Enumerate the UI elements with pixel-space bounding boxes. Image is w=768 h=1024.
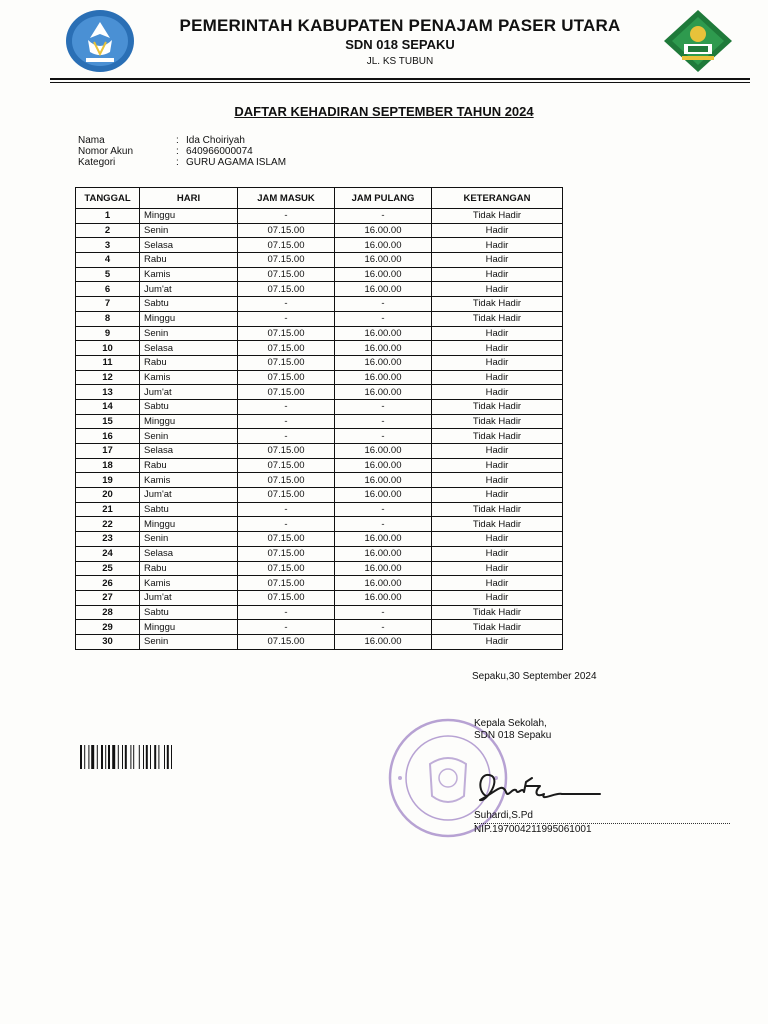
column-header-jam-masuk: JAM MASUK: [238, 188, 335, 209]
cell-jam-masuk: 07.15.00: [238, 634, 335, 649]
document-title: DAFTAR KEHADIRAN SEPTEMBER TAHUN 2024: [234, 104, 534, 119]
place-date: Sepaku,30 September 2024: [472, 671, 597, 682]
table-row: [76, 311, 563, 326]
cell-tanggal: 5: [76, 267, 140, 282]
cell-jam-pulang: -: [335, 311, 432, 326]
barcode-bar: [122, 745, 123, 769]
cell-tanggal: 18: [76, 458, 140, 473]
cell-tanggal: 4: [76, 253, 140, 268]
identity-label: Nama: [78, 135, 105, 146]
table-row: [76, 488, 563, 503]
cell-tanggal: 10: [76, 341, 140, 356]
cell-jam-masuk: 07.15.00: [238, 546, 335, 561]
barcode-bar: [108, 745, 110, 769]
cell-hari: Minggu: [140, 209, 238, 224]
cell-tanggal: 22: [76, 517, 140, 532]
table-row: [76, 620, 563, 635]
table-row: [76, 238, 563, 253]
tut-wuri-handayani-logo-icon: [64, 8, 136, 74]
cell-jam-pulang: 16.00.00: [335, 223, 432, 238]
cell-jam-masuk: 07.15.00: [238, 444, 335, 459]
cell-tanggal: 27: [76, 590, 140, 605]
signature-block: [474, 718, 551, 742]
signer-nip: NIP.197004211995061001: [474, 824, 592, 835]
header-rule-thin: [50, 82, 750, 83]
cell-tanggal: 28: [76, 605, 140, 620]
cell-keterangan: Tidak Hadir: [432, 399, 563, 414]
cell-jam-masuk: 07.15.00: [238, 458, 335, 473]
identity-value: GURU AGAMA ISLAM: [186, 157, 287, 168]
cell-jam-pulang: -: [335, 605, 432, 620]
table-row: [76, 326, 563, 341]
barcode-bar: [167, 745, 169, 769]
cell-keterangan: Hadir: [432, 473, 563, 488]
cell-jam-pulang: -: [335, 209, 432, 224]
cell-keterangan: Tidak Hadir: [432, 297, 563, 312]
table-row: [76, 444, 563, 459]
cell-tanggal: 11: [76, 355, 140, 370]
identity-row: [78, 135, 286, 146]
attendance-table: [75, 187, 563, 650]
cell-keterangan: Hadir: [432, 590, 563, 605]
cell-tanggal: 7: [76, 297, 140, 312]
cell-hari: Jum'at: [140, 282, 238, 297]
cell-jam-pulang: -: [335, 297, 432, 312]
government-name: PEMERINTAH KABUPATEN PENAJAM PASER UTARA: [179, 16, 621, 35]
cell-jam-pulang: 16.00.00: [335, 238, 432, 253]
cell-keterangan: Tidak Hadir: [432, 414, 563, 429]
table-row: [76, 532, 563, 547]
cell-hari: Kamis: [140, 576, 238, 591]
cell-tanggal: 20: [76, 488, 140, 503]
cell-hari: Kamis: [140, 473, 238, 488]
cell-tanggal: 26: [76, 576, 140, 591]
cell-jam-masuk: 07.15.00: [238, 355, 335, 370]
cell-jam-pulang: -: [335, 620, 432, 635]
cell-tanggal: 30: [76, 634, 140, 649]
cell-jam-pulang: 16.00.00: [335, 282, 432, 297]
cell-jam-masuk: -: [238, 605, 335, 620]
signer-school: SDN 018 Sepaku: [474, 730, 552, 741]
cell-keterangan: Hadir: [432, 546, 563, 561]
barcode-bar: [80, 745, 82, 769]
table-row: [76, 458, 563, 473]
cell-hari: Selasa: [140, 444, 238, 459]
cell-hari: Rabu: [140, 253, 238, 268]
barcode-bar: [171, 745, 172, 769]
cell-jam-masuk: -: [238, 399, 335, 414]
cell-keterangan: Hadir: [432, 444, 563, 459]
cell-jam-masuk: 07.15.00: [238, 532, 335, 547]
barcode-bar: [91, 745, 94, 769]
identity-value: 640966000074: [186, 146, 253, 157]
cell-hari: Senin: [140, 429, 238, 444]
cell-hari: Senin: [140, 532, 238, 547]
cell-keterangan: Hadir: [432, 253, 563, 268]
barcode-bar: [139, 745, 140, 769]
cell-jam-masuk: -: [238, 297, 335, 312]
cell-tanggal: 15: [76, 414, 140, 429]
cell-hari: Minggu: [140, 620, 238, 635]
identity-block: [78, 135, 286, 168]
table-row: [76, 341, 563, 356]
cell-tanggal: 19: [76, 473, 140, 488]
cell-jam-pulang: 16.00.00: [335, 355, 432, 370]
column-header-keterangan: KETERANGAN: [432, 188, 563, 209]
cell-tanggal: 25: [76, 561, 140, 576]
barcode-bar: [101, 745, 103, 769]
table-row: [76, 605, 563, 620]
cell-tanggal: 23: [76, 532, 140, 547]
cell-hari: Sabtu: [140, 502, 238, 517]
cell-jam-masuk: 07.15.00: [238, 238, 335, 253]
header-rule-thick: [50, 78, 750, 80]
school-address: JL. KS TUBUN: [366, 56, 434, 67]
barcode-bar: [130, 745, 131, 769]
cell-keterangan: Hadir: [432, 370, 563, 385]
kemenag-logo-icon: [662, 8, 734, 74]
cell-jam-pulang: 16.00.00: [335, 473, 432, 488]
cell-keterangan: Hadir: [432, 355, 563, 370]
cell-jam-masuk: -: [238, 311, 335, 326]
barcode-bar: [125, 745, 127, 769]
table-row: [76, 561, 563, 576]
column-header-tanggal: TANGGAL: [76, 188, 140, 209]
cell-hari: Sabtu: [140, 399, 238, 414]
cell-tanggal: 14: [76, 399, 140, 414]
table-row: [76, 253, 563, 268]
cell-jam-pulang: 16.00.00: [335, 488, 432, 503]
cell-jam-pulang: -: [335, 399, 432, 414]
cell-hari: Rabu: [140, 561, 238, 576]
table-row: [76, 546, 563, 561]
identity-separator: :: [176, 135, 179, 146]
cell-jam-masuk: 07.15.00: [238, 561, 335, 576]
cell-keterangan: Tidak Hadir: [432, 429, 563, 444]
cell-jam-masuk: 07.15.00: [238, 385, 335, 400]
cell-jam-masuk: 07.15.00: [238, 473, 335, 488]
cell-jam-pulang: 16.00.00: [335, 561, 432, 576]
cell-hari: Jum'at: [140, 385, 238, 400]
cell-jam-pulang: 16.00.00: [335, 326, 432, 341]
cell-jam-pulang: 16.00.00: [335, 590, 432, 605]
cell-keterangan: Hadir: [432, 267, 563, 282]
barcode-bar: [105, 745, 106, 769]
cell-hari: Minggu: [140, 517, 238, 532]
barcode-bar: [154, 745, 156, 769]
cell-jam-pulang: 16.00.00: [335, 341, 432, 356]
barcode-bar: [143, 745, 144, 769]
cell-tanggal: 29: [76, 620, 140, 635]
cell-hari: Selasa: [140, 238, 238, 253]
cell-jam-masuk: 07.15.00: [238, 341, 335, 356]
column-header-hari: HARI: [140, 188, 238, 209]
cell-hari: Senin: [140, 634, 238, 649]
cell-hari: Minggu: [140, 414, 238, 429]
column-header-jam-pulang: JAM PULANG: [335, 188, 432, 209]
cell-keterangan: Tidak Hadir: [432, 605, 563, 620]
table-row: [76, 209, 563, 224]
table-row: [76, 517, 563, 532]
identity-label: Nomor Akun: [78, 146, 134, 157]
cell-jam-masuk: 07.15.00: [238, 326, 335, 341]
cell-keterangan: Tidak Hadir: [432, 620, 563, 635]
cell-jam-masuk: -: [238, 414, 335, 429]
cell-keterangan: Hadir: [432, 341, 563, 356]
cell-tanggal: 9: [76, 326, 140, 341]
cell-keterangan: Tidak Hadir: [432, 517, 563, 532]
cell-keterangan: Hadir: [432, 634, 563, 649]
barcode-bar: [158, 745, 159, 769]
table-row: [76, 297, 563, 312]
table-row: [76, 223, 563, 238]
barcode-bar: [84, 745, 85, 769]
cell-jam-masuk: -: [238, 620, 335, 635]
cell-hari: Kamis: [140, 370, 238, 385]
cell-keterangan: Tidak Hadir: [432, 311, 563, 326]
table-row: [76, 634, 563, 649]
cell-jam-pulang: -: [335, 414, 432, 429]
cell-keterangan: Tidak Hadir: [432, 502, 563, 517]
cell-hari: Sabtu: [140, 605, 238, 620]
identity-label: Kategori: [78, 157, 116, 168]
cell-jam-masuk: -: [238, 429, 335, 444]
signer-position: Kepala Sekolah,: [474, 718, 547, 729]
cell-jam-pulang: 16.00.00: [335, 444, 432, 459]
cell-keterangan: Hadir: [432, 238, 563, 253]
cell-hari: Senin: [140, 326, 238, 341]
cell-tanggal: 8: [76, 311, 140, 326]
barcode-bar: [118, 745, 119, 769]
cell-jam-pulang: -: [335, 517, 432, 532]
table-row: [76, 502, 563, 517]
cell-hari: Jum'at: [140, 590, 238, 605]
identity-value: Ida Choiriyah: [186, 135, 245, 146]
cell-jam-pulang: -: [335, 502, 432, 517]
barcode-bar: [112, 745, 115, 769]
cell-tanggal: 21: [76, 502, 140, 517]
cell-keterangan: Hadir: [432, 532, 563, 547]
table-body: [76, 209, 563, 650]
school-name: SDN 018 SEPAKU: [345, 37, 455, 52]
cell-jam-pulang: 16.00.00: [335, 370, 432, 385]
cell-jam-masuk: 07.15.00: [238, 267, 335, 282]
cell-jam-masuk: 07.15.00: [238, 370, 335, 385]
cell-jam-pulang: -: [335, 429, 432, 444]
cell-tanggal: 13: [76, 385, 140, 400]
table-row: [76, 590, 563, 605]
cell-keterangan: Hadir: [432, 561, 563, 576]
cell-hari: Minggu: [140, 311, 238, 326]
cell-keterangan: Hadir: [432, 488, 563, 503]
cell-jam-masuk: 07.15.00: [238, 488, 335, 503]
cell-keterangan: Hadir: [432, 385, 563, 400]
cell-jam-pulang: 16.00.00: [335, 532, 432, 547]
table-row: [76, 414, 563, 429]
identity-row: [78, 146, 286, 157]
barcode-bar: [88, 745, 89, 769]
cell-hari: Jum'at: [140, 488, 238, 503]
table-row: [76, 385, 563, 400]
cell-jam-masuk: 07.15.00: [238, 282, 335, 297]
cell-tanggal: 17: [76, 444, 140, 459]
cell-hari: Selasa: [140, 341, 238, 356]
cell-jam-masuk: 07.15.00: [238, 253, 335, 268]
cell-tanggal: 6: [76, 282, 140, 297]
cell-tanggal: 24: [76, 546, 140, 561]
identity-row: [78, 157, 286, 168]
cell-tanggal: 16: [76, 429, 140, 444]
cell-tanggal: 12: [76, 370, 140, 385]
cell-jam-pulang: 16.00.00: [335, 546, 432, 561]
cell-jam-pulang: 16.00.00: [335, 458, 432, 473]
cell-jam-masuk: 07.15.00: [238, 223, 335, 238]
cell-tanggal: 1: [76, 209, 140, 224]
cell-jam-masuk: -: [238, 502, 335, 517]
barcode-bar: [133, 745, 134, 769]
table-row: [76, 473, 563, 488]
identity-separator: :: [176, 146, 179, 157]
signer-name: Suhardi,S.Pd: [474, 810, 533, 821]
cell-keterangan: Hadir: [432, 576, 563, 591]
table-row: [76, 399, 563, 414]
table-header-row: [76, 188, 563, 209]
table-row: [76, 282, 563, 297]
cell-jam-pulang: 16.00.00: [335, 253, 432, 268]
table-row: [76, 429, 563, 444]
table-row: [76, 370, 563, 385]
table-row: [76, 576, 563, 591]
barcode-bar: [97, 745, 98, 769]
cell-keterangan: Hadir: [432, 326, 563, 341]
cell-tanggal: 3: [76, 238, 140, 253]
cell-jam-pulang: 16.00.00: [335, 267, 432, 282]
cell-keterangan: Hadir: [432, 223, 563, 238]
cell-hari: Kamis: [140, 267, 238, 282]
cell-hari: Rabu: [140, 355, 238, 370]
cell-jam-masuk: -: [238, 517, 335, 532]
cell-keterangan: Tidak Hadir: [432, 209, 563, 224]
cell-jam-masuk: 07.15.00: [238, 576, 335, 591]
cell-jam-pulang: 16.00.00: [335, 385, 432, 400]
table-row: [76, 355, 563, 370]
table-row: [76, 267, 563, 282]
handwritten-signature-icon: [466, 762, 606, 808]
barcode-bar: [164, 745, 165, 769]
cell-jam-pulang: 16.00.00: [335, 634, 432, 649]
cell-keterangan: Hadir: [432, 282, 563, 297]
cell-tanggal: 2: [76, 223, 140, 238]
barcode-bar: [146, 745, 148, 769]
identity-separator: :: [176, 157, 179, 168]
cell-jam-masuk: -: [238, 209, 335, 224]
cell-jam-masuk: 07.15.00: [238, 590, 335, 605]
cell-keterangan: Hadir: [432, 458, 563, 473]
barcode-bar: [150, 745, 151, 769]
barcode-icon: [80, 745, 210, 769]
cell-hari: Selasa: [140, 546, 238, 561]
cell-hari: Rabu: [140, 458, 238, 473]
cell-hari: Sabtu: [140, 297, 238, 312]
cell-jam-pulang: 16.00.00: [335, 576, 432, 591]
cell-hari: Senin: [140, 223, 238, 238]
